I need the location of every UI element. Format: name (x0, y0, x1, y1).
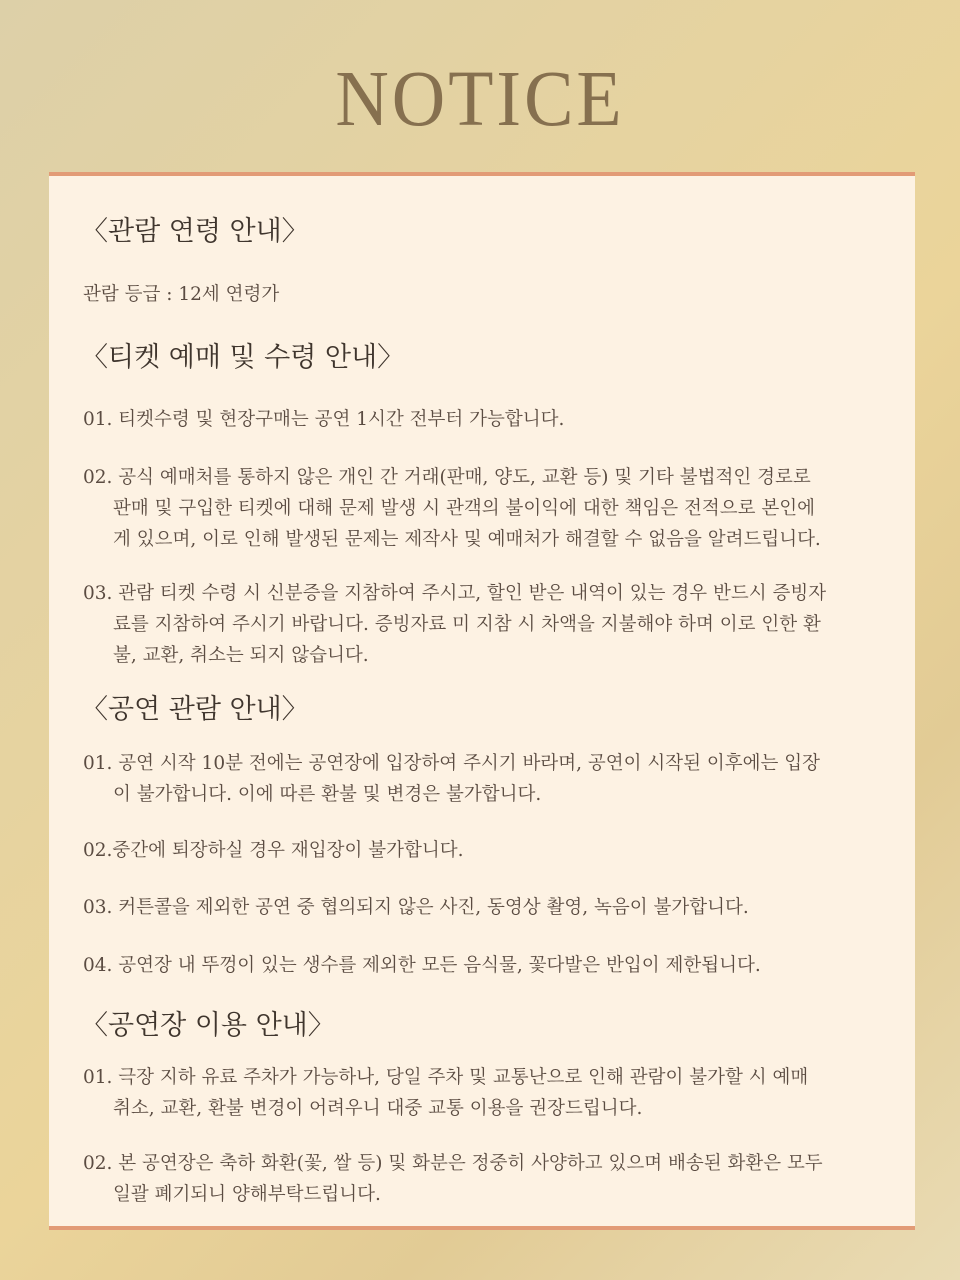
notice-panel (49, 172, 915, 1230)
notice-item (83, 748, 883, 810)
notice-item (83, 835, 883, 866)
notice-item (83, 279, 883, 310)
notice-line: 판매 및 구입한 티켓에 대해 문제 발생 시 관객의 불이익에 대한 책임은 전적으로 본인에 (113, 498, 815, 519)
notice-line: 일괄 폐기되니 양해부탁드립니다. (113, 1184, 381, 1205)
notice-item (83, 578, 883, 671)
notice-item (83, 950, 883, 981)
notice-line: 01. 극장 지하 유료 주차가 가능하나, 당일 주차 및 교통난으로 인해 관람이 불가할 시 예매 (83, 1067, 809, 1088)
notice-line: 불, 교환, 취소는 되지 않습니다. (113, 645, 369, 666)
notice-item (83, 462, 883, 555)
notice-line: 02.중간에 퇴장하실 경우 재입장이 불가합니다. (83, 840, 464, 861)
notice-line: 료를 지참하여 주시기 바랍니다. 증빙자료 미 지참 시 차액을 지불해야 하며 이로 인한 환 (113, 614, 821, 635)
notice-item (83, 892, 883, 923)
notice-line: 02. 공식 예매처를 통하지 않은 개인 간 거래(판매, 양도, 교환 등) 및 기타 불법적인 경로로 (83, 467, 811, 488)
notice-line: 게 있으며, 이로 인해 발생된 문제는 제작사 및 예매처가 해결할 수 없음을 알려드립니다. (113, 529, 821, 550)
notice-line: 취소, 교환, 환불 변경이 어려우니 대중 교통 이용을 권장드립니다. (113, 1098, 643, 1119)
notice-line: 01. 공연 시작 10분 전에는 공연장에 입장하여 주시기 바라며, 공연이 시작된 이후에는 입장 (83, 753, 821, 774)
section-heading-venue: 〈공연장 이용 안내〉 (81, 1010, 335, 1041)
notice-line: 관람 등급 : 12세 연령가 (83, 284, 280, 305)
notice-line: 03. 커튼콜을 제외한 공연 중 협의되지 않은 사진, 동영상 촬영, 녹음이 불가합니다. (83, 897, 749, 918)
section-heading-performance: 〈공연 관람 안내〉 (81, 694, 309, 725)
section-heading-age: 〈관람 연령 안내〉 (81, 216, 309, 247)
notice-line: 04. 공연장 내 뚜껑이 있는 생수를 제외한 모든 음식물, 꽃다발은 반입이 제한됩니다. (83, 955, 761, 976)
notice-line: 이 불가합니다. 이에 따른 환불 및 변경은 불가합니다. (113, 784, 542, 805)
notice-line: 01. 티켓수령 및 현장구매는 공연 1시간 전부터 가능합니다. (83, 409, 565, 430)
notice-line: 03. 관람 티켓 수령 시 신분증을 지참하여 주시고, 할인 받은 내역이 있는 경우 반드시 증빙자 (83, 583, 827, 604)
notice-line: 02. 본 공연장은 축하 화환(꽃, 쌀 등) 및 화분은 정중히 사양하고 있으며 배송된 화환은 모두 (83, 1153, 823, 1174)
notice-item (83, 404, 883, 435)
notice-item (83, 1062, 883, 1124)
section-heading-ticket: 〈티켓 예매 및 수령 안내〉 (81, 342, 405, 373)
notice-item (83, 1148, 883, 1210)
page-title: NOTICE (335, 54, 625, 144)
